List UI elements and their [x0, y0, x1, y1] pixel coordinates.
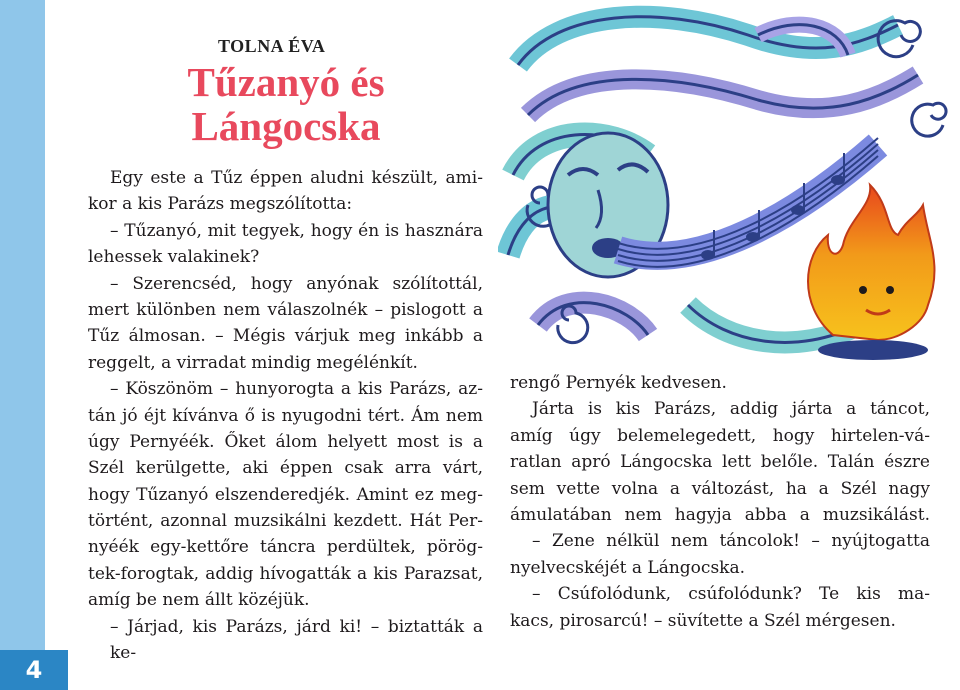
text-line: mert különben nem válaszolnék – pislogott a	[88, 299, 483, 320]
right-text-column	[510, 370, 930, 634]
text-line: hogy Tűzanyó elszenderedjék. Amint ez meg-	[88, 484, 483, 505]
text-line: rengő Pernyék kedvesen.	[510, 373, 727, 393]
text-line: tán jó éjt kívánva ő is nyugodni tért. Ám nem	[88, 405, 483, 426]
text-line: ámulatában nem hagyja abba a muzsikálást.	[510, 504, 930, 525]
text-line: – Szerencséd, hogy anyónak szólítottál,	[110, 273, 483, 294]
text-line: Tűz álmosan. – Mégis várjuk meg inkább a	[88, 326, 483, 347]
author-name: TOLNA ÉVA	[218, 36, 326, 56]
text-line: ratlan apró Lángocska lett belőle. Talán észre	[510, 452, 930, 473]
text-line: Járta is kis Parázs, addig járta a táncot,	[532, 399, 930, 420]
text-line: – Csúfolódunk, csúfolódunk? Te kis ma-	[532, 584, 930, 605]
text-line: nyelvecskéjét a Lángocska.	[510, 557, 746, 578]
text-line: – Tűzanyó, mit tegyek, hogy én is hasznára	[110, 220, 483, 241]
text-line: amíg úgy belemelegedett, hogy hirtelen-vá-	[510, 425, 930, 446]
text-line: kacs, pirosarcú! – süvítette a Szél mérgesen.	[510, 610, 896, 631]
margin-stripe	[0, 0, 45, 690]
wind-and-flame-illustration	[498, 5, 960, 367]
text-line: Egy este a Tűz éppen aludni készült, ami-	[110, 168, 483, 188]
text-line: kor a kis Parázs megszólította:	[88, 194, 353, 215]
text-line: történt, azonnal muzsikálni kezdett. Hát Per-	[88, 511, 483, 532]
text-line: amíg be nem állt közéjük.	[88, 590, 310, 611]
page-number: 4	[25, 656, 43, 684]
text-line: Szél kerülgette, aki éppen csak arra várt,	[88, 458, 483, 479]
title-line-1: Tűzanyó és	[187, 59, 385, 105]
text-line: – Járjad, kis Parázs, járd ki! – biztatták a ke-	[110, 616, 483, 664]
text-line: nyéék egy-kettőre táncra perdültek, pörög-	[88, 537, 483, 558]
title-line-2: Lángocska	[191, 103, 381, 149]
text-line: tek-forogtak, addig hívogatták a kis Parazsat,	[88, 563, 483, 584]
left-text-column	[88, 165, 483, 664]
text-line: úgy Pernyéék. Őket álom helyett most is a	[88, 431, 483, 452]
text-line: lehessek valakinek?	[88, 247, 260, 268]
text-line: – Zene nélkül nem táncolok! – nyújtogatta	[532, 531, 930, 552]
text-line: sem vette volna a változást, ha a Szél nagy	[510, 478, 930, 499]
text-line: – Köszönöm – hunyorogta a kis Parázs, az-	[110, 379, 483, 400]
story-title	[156, 60, 416, 148]
text-line: reggelt, a virradat mindig megélénkít.	[88, 352, 418, 373]
